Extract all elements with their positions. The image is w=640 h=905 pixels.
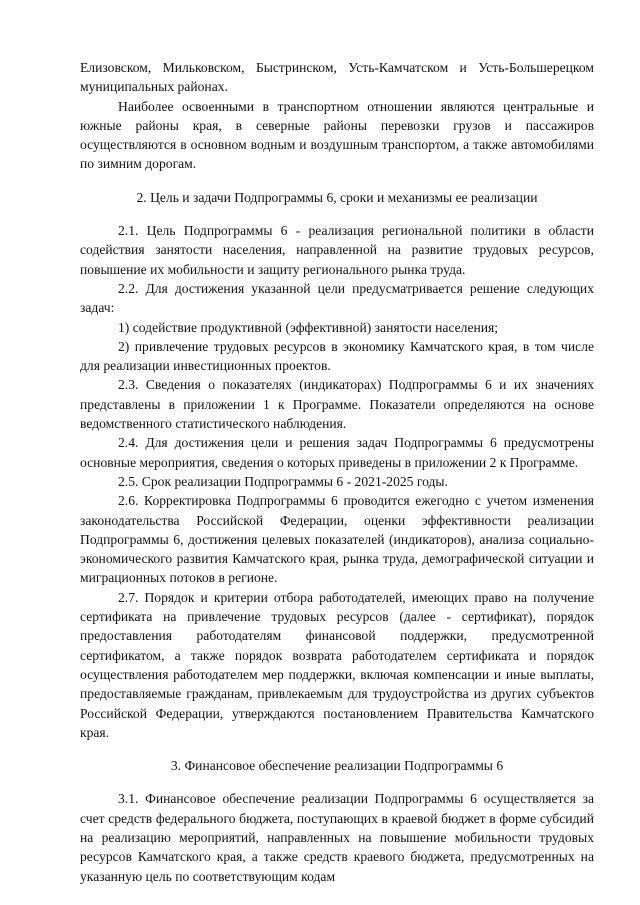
- section-heading-2: 2. Цель и задачи Подпрограммы 6, сроки и механизмы ее реализации: [136, 189, 538, 205]
- paragraph-2-6: 2.6. Корректировка Подпрограммы 6 проводится ежегодно с учетом изменения законодательства Российской Федерации, оценки эффективности реализации Подпрограммы 6, достижения целевых показателей (индикаторов), анализа социально-экономического развития Камчатского края, рынка труда, демографической ситуации и миграционных потоков в регионе.: [80, 493, 594, 586]
- paragraph-2-5: 2.5. Срок реализации Подпрограммы 6 - 2021-2025 годы.: [118, 473, 448, 489]
- paragraph-2-1: 2.1. Цель Подпрограммы 6 - реализация региональной политики в области содействия занятости населения, направленной на развитие трудовых ресурсов, повышение их мобильности и защиту регионального рынка труда.: [80, 223, 594, 277]
- document-page: [80, 58, 594, 886]
- paragraph-transport: Наиболее освоенными в транспортном отношении являются центральные и южные районы края, в северные районы перевозки грузов и пассажиров осуществляются в основном водным и воздушным транспортом, а также автомобилями по зимним дорогам.: [80, 98, 594, 172]
- paragraph-2-4: 2.4. Для достижения цели и решения задач Подпрограммы 6 предусмотрены основные мероприятия, сведения о которых приведены в приложении 2 к Программе.: [80, 435, 594, 470]
- paragraph-2-7: 2.7. Порядок и критерии отбора работодателей, имеющих право на получение сертификата на привлечение трудовых ресурсов (далее - сертификат), порядок предоставления работодателям финансовой поддержки, предусмотренной сертификатом, а также порядок возврата работодателем сертификата и порядок осуществления работодателем мер поддержки, включая компенсации и иные выплаты, предоставляемые гражданам, привлекаемым для трудоустройства из других субъектов Российской Федерации, утверждаются постановлением Правительства Камчатского края.: [80, 589, 594, 740]
- paragraph-2-2: 2.2. Для достижения указанной цели предусматривается решение следующих задач:: [80, 280, 594, 316]
- paragraph-2-3: 2.3. Сведения о показателях (индикаторах) Подпрограммы 6 и их значениях представлены в приложении 1 к Программе. Показатели определяются на основе ведомственного статистического наблюдения.: [80, 377, 594, 432]
- paragraph-3-1: 3.1. Финансовое обеспечение реализации Подпрограммы 6 осуществляется за счет средств федерального бюджета, поступающих в краевой бюджет в форме субсидий на реализацию мероприятий, направленных на повышение мобильности трудовых ресурсов Камчатского края, а также средств краевого бюджета, предусмотренных на указанную цель по соответствующим кодам: [80, 791, 594, 884]
- paragraph-districts-continuation: Елизовском, Мильковском, Быстринском, Усть-Камчатском и Усть-Большерецком муниципальных районах.: [80, 60, 594, 95]
- section-heading-3: 3. Финансовое обеспечение реализации Подпрограммы 6: [170, 758, 504, 774]
- paragraph-2-2-item-2: 2) привлечение трудовых ресурсов в экономику Камчатского края, в том числе для реализации инвестиционных проектов.: [80, 338, 594, 374]
- paragraph-2-2-item-1: 1) содействие продуктивной (эффективной) занятости населения;: [118, 319, 499, 335]
